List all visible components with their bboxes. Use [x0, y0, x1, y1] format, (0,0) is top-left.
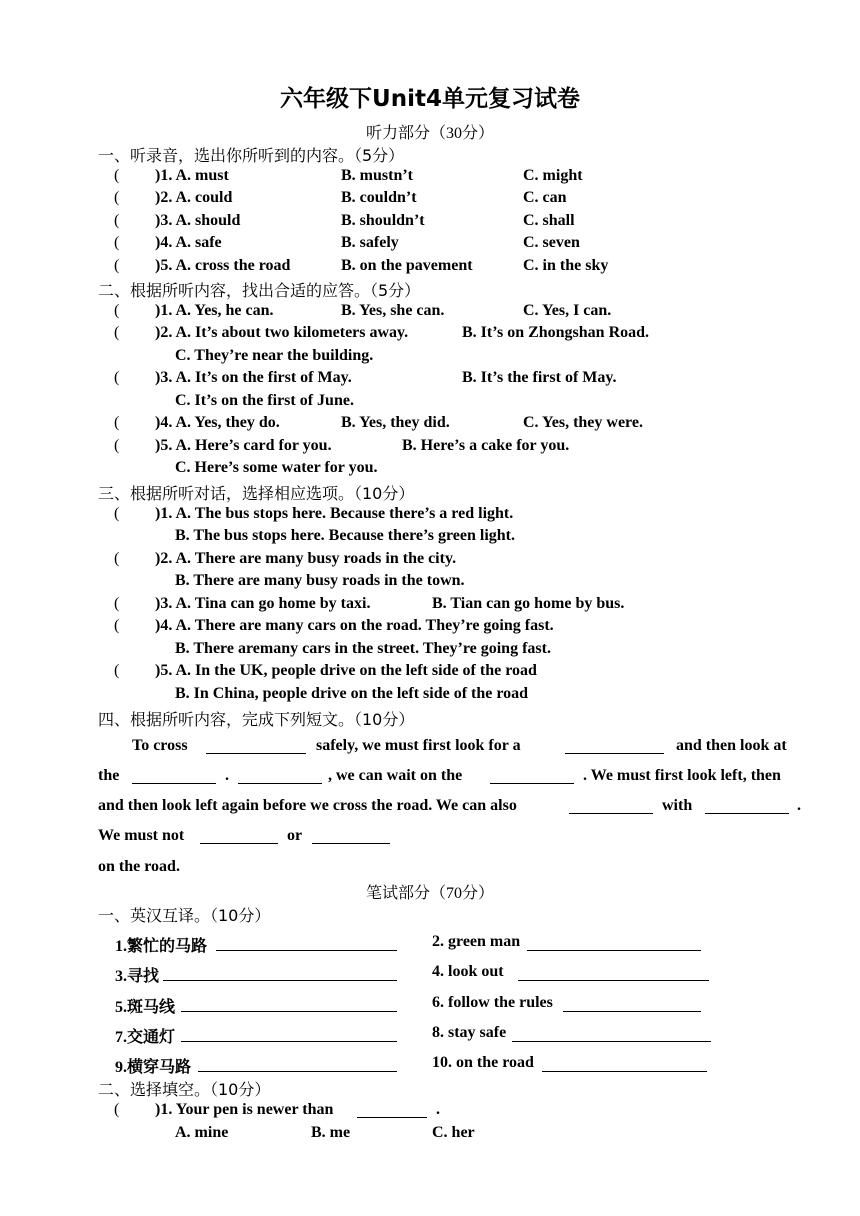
option-c: C. They’re near the building. — [175, 347, 374, 364]
question-row-cont — [0, 572, 860, 594]
option-b: B. There aremany cars in the street. They’re going fast. — [175, 640, 551, 657]
translation-item: 2. green man — [432, 933, 521, 950]
question-row — [0, 234, 860, 256]
translation-item: 9.横穿马路 — [115, 1059, 192, 1076]
passage-line — [0, 858, 860, 880]
fill-blank[interactable] — [238, 767, 322, 784]
fill-blank[interactable] — [542, 1054, 707, 1072]
option-c: C. Yes, I can. — [523, 302, 612, 319]
passage-text: or — [287, 827, 303, 844]
question-row — [0, 257, 860, 279]
answer-paren: ( — [114, 369, 120, 386]
option-b: B. safely — [341, 234, 399, 251]
option-b: B. me — [311, 1124, 351, 1141]
question-row-cont — [0, 527, 860, 549]
option-b: B. It’s on Zhongshan Road. — [462, 324, 650, 341]
question-row — [0, 662, 860, 684]
option-b: B. The bus stops here. Because there’s green light. — [175, 527, 516, 544]
passage-text: . — [797, 797, 801, 814]
fill-blank[interactable] — [569, 797, 653, 814]
fill-blank[interactable] — [198, 1054, 397, 1072]
answer-paren: ( — [114, 234, 120, 251]
option-c: C. her — [432, 1124, 475, 1141]
option-a: )3. A. should — [155, 212, 241, 229]
option-c: C. Here’s some water for you. — [175, 459, 378, 476]
option-a: )2. A. It’s about two kilometers away. — [155, 324, 409, 341]
answer-paren: ( — [114, 167, 120, 184]
fill-blank[interactable] — [705, 797, 789, 814]
written-header: 笔试部分（70分） — [365, 885, 494, 902]
passage-text: To cross — [132, 737, 188, 754]
question-row — [0, 550, 860, 572]
answer-paren: ( — [114, 257, 120, 274]
option-a: )4. A. safe — [155, 234, 222, 251]
option-a: )1. A. Yes, he can. — [155, 302, 274, 319]
option-b: B. Here’s a cake for you. — [402, 437, 570, 454]
option-b: B. Yes, they did. — [341, 414, 450, 431]
fill-blank[interactable] — [527, 933, 701, 951]
fill-blank[interactable] — [132, 767, 216, 784]
option-a: )5. A. Here’s card for you. — [155, 437, 332, 454]
question-row — [0, 437, 860, 459]
passage-text: on the road. — [98, 858, 180, 875]
question-row — [0, 617, 860, 639]
answer-paren: ( — [114, 550, 120, 567]
translation-item: 5.斑马线 — [115, 999, 176, 1016]
question-row-cont — [0, 459, 860, 481]
question-row-cont — [0, 1124, 860, 1146]
answer-paren: ( — [114, 414, 120, 431]
question-row — [0, 189, 860, 211]
translation-item: 1.繁忙的马路 — [115, 938, 208, 955]
option-c: C. Yes, they were. — [523, 414, 643, 431]
option-a: )2. A. There are many busy roads in the city. — [155, 550, 457, 567]
translation-item: 10. on the road — [432, 1054, 534, 1071]
option-a: )1. A. The bus stops here. Because there’s a red light. — [155, 505, 514, 522]
question-row-cont — [0, 640, 860, 662]
question-row — [0, 324, 860, 346]
fill-blank[interactable] — [216, 933, 397, 951]
question-row — [0, 167, 860, 189]
answer-paren: ( — [114, 189, 120, 206]
passage-line — [0, 797, 860, 819]
passage-text: . — [225, 767, 229, 784]
answer-paren: ( — [114, 595, 120, 612]
question-text: )1. Your pen is newer than — [155, 1101, 334, 1118]
fill-blank[interactable] — [565, 737, 664, 754]
answer-paren: ( — [114, 212, 120, 229]
option-a: A. mine — [175, 1124, 229, 1141]
option-c: C. It’s on the first of June. — [175, 392, 354, 409]
question-row-cont — [0, 347, 860, 369]
passage-text: and then look left again before we cross the road. We can also — [98, 797, 517, 814]
section-1-title: 一、听录音，选出你所听到的内容。（5分） — [98, 146, 405, 165]
fill-blank[interactable] — [206, 737, 306, 754]
option-a: )5. A. cross the road — [155, 257, 291, 274]
translation-row — [0, 1054, 860, 1076]
passage-text: safely, we must first look for a — [316, 737, 521, 754]
passage-text: the — [98, 767, 120, 784]
passage-text: , we can wait on the — [328, 767, 463, 784]
option-a: )4. A. There are many cars on the road. They’re going fast. — [155, 617, 554, 634]
translation-item: 7.交通灯 — [115, 1029, 176, 1046]
passage-line — [0, 827, 860, 849]
option-a: )2. A. could — [155, 189, 233, 206]
listening-header: 听力部分（30分） — [365, 125, 494, 142]
fill-blank[interactable] — [163, 963, 397, 981]
passage-text: with — [662, 797, 693, 814]
fill-blank[interactable] — [357, 1101, 427, 1118]
section-3-title: 三、根据所听对话，选择相应选项。（10分） — [98, 484, 415, 503]
answer-paren: ( — [114, 617, 120, 634]
answer-paren: ( — [114, 324, 120, 341]
translation-item: 8. stay safe — [432, 1024, 507, 1041]
option-b: B. In China, people drive on the left side of the road — [175, 685, 529, 702]
option-b: B. shouldn’t — [341, 212, 425, 229]
question-row — [0, 369, 860, 391]
passage-text: and then look at — [676, 737, 787, 754]
question-row-cont — [0, 685, 860, 707]
option-a: )3. A. It’s on the first of May. — [155, 369, 352, 386]
section-2-title: 二、根据所听内容，找出合适的应答。（5分） — [98, 281, 421, 300]
fill-blank[interactable] — [200, 827, 278, 844]
fill-blank[interactable] — [563, 994, 701, 1012]
passage-line — [0, 737, 860, 759]
translation-row — [0, 963, 860, 985]
option-b: B. Tian can go home by bus. — [432, 595, 625, 612]
option-a: )4. A. Yes, they do. — [155, 414, 280, 431]
translation-row — [0, 1024, 860, 1046]
question-row — [0, 1101, 860, 1123]
question-text: . — [436, 1101, 440, 1118]
translation-item: 4. look out — [432, 963, 504, 980]
answer-paren: ( — [114, 1101, 120, 1118]
option-c: C. in the sky — [523, 257, 609, 274]
option-c: C. shall — [523, 212, 575, 229]
fill-blank[interactable] — [518, 963, 709, 981]
option-c: C. might — [523, 167, 583, 184]
translation-item: 6. follow the rules — [432, 994, 553, 1011]
question-row — [0, 505, 860, 527]
written-section-2-title: 二、选择填空。（10分） — [98, 1080, 271, 1099]
question-row — [0, 595, 860, 617]
page-title: 六年级下Unit4单元复习试卷 — [280, 86, 580, 112]
passage-text: . We must first look left, then — [583, 767, 781, 784]
question-row — [0, 414, 860, 436]
option-b: B. couldn’t — [341, 189, 417, 206]
answer-paren: ( — [114, 437, 120, 454]
translation-item: 3.寻找 — [115, 968, 160, 985]
question-row — [0, 302, 860, 324]
fill-blank[interactable] — [490, 767, 574, 784]
option-b: B. on the pavement — [341, 257, 473, 274]
option-b: B. It’s the first of May. — [462, 369, 617, 386]
fill-blank[interactable] — [312, 827, 390, 844]
answer-paren: ( — [114, 505, 120, 522]
passage-line — [0, 767, 860, 789]
option-a: )3. A. Tina can go home by taxi. — [155, 595, 371, 612]
fill-blank[interactable] — [181, 994, 397, 1012]
option-a: )1. A. must — [155, 167, 229, 184]
translation-row — [0, 994, 860, 1016]
answer-paren: ( — [114, 302, 120, 319]
translation-row — [0, 933, 860, 955]
option-c: C. seven — [523, 234, 580, 251]
question-row-cont — [0, 392, 860, 414]
section-4-title: 四、根据所听内容，完成下列短文。（10分） — [98, 710, 415, 729]
option-c: C. can — [523, 189, 567, 206]
fill-blank[interactable] — [181, 1024, 397, 1042]
option-b: B. There are many busy roads in the town. — [175, 572, 465, 589]
written-section-1-title: 一、英汉互译。（10分） — [98, 906, 271, 925]
option-b: B. mustn’t — [341, 167, 414, 184]
fill-blank[interactable] — [512, 1024, 711, 1042]
answer-paren: ( — [114, 662, 120, 679]
passage-text: We must not — [98, 827, 185, 844]
option-b: B. Yes, she can. — [341, 302, 445, 319]
question-row — [0, 212, 860, 234]
option-a: )5. A. In the UK, people drive on the left side of the road — [155, 662, 537, 679]
